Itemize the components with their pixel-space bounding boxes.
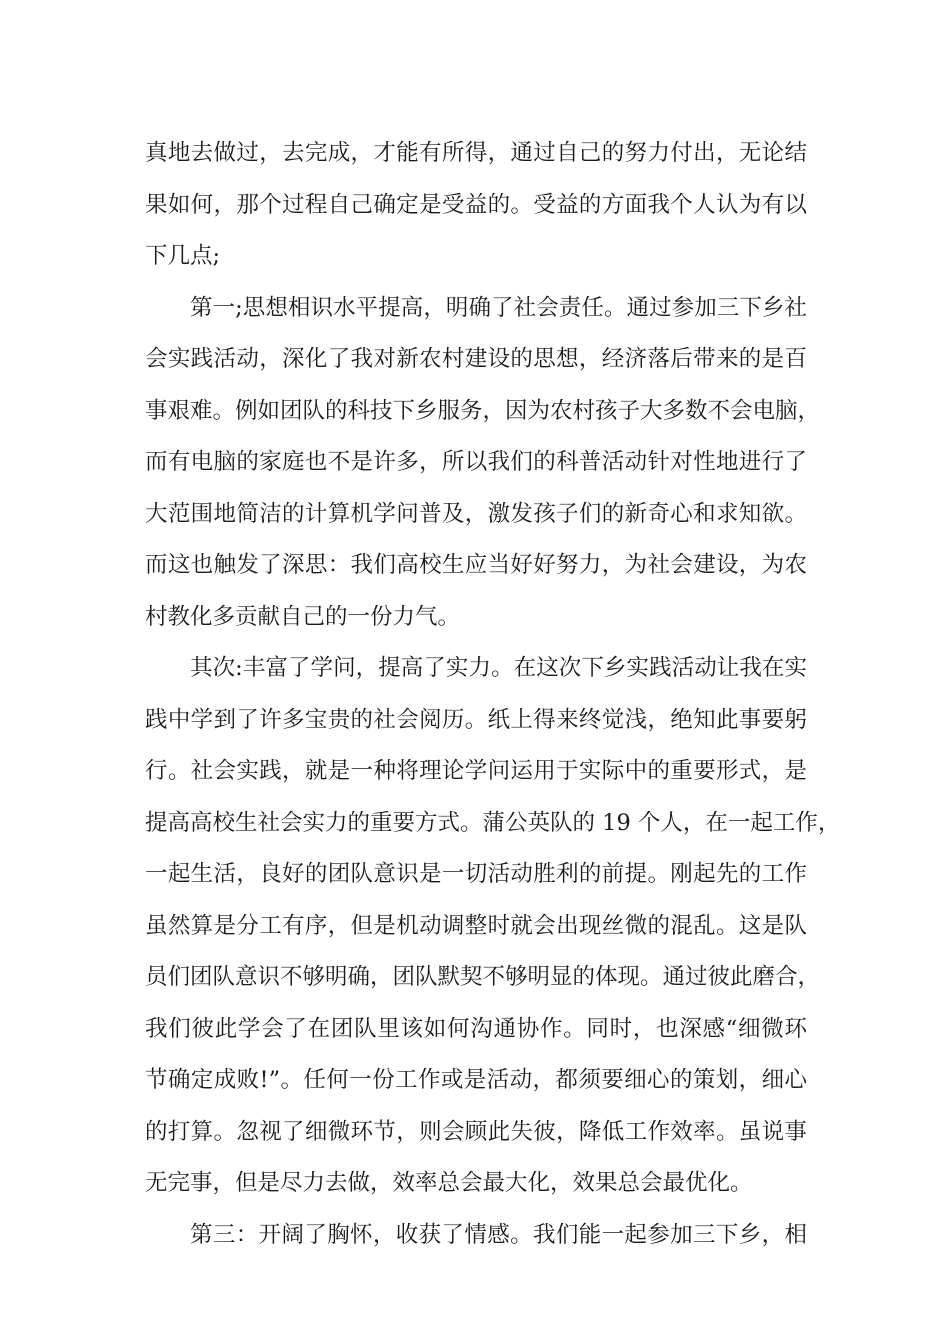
paragraph-first-line: 第三：开阔了胸怀，收获了情感。我们能一起参加三下乡，相 bbox=[190, 1221, 807, 1248]
text-line: 无完事，但是尽力去做，效率总会最大化，效果总会最优化。 bbox=[145, 1170, 753, 1196]
text-line: 村教化多贡献自己的一份力气。 bbox=[145, 603, 461, 630]
text-line: 真地去做过，去完成，才能有所得，通过自己的努力付出，无论结 bbox=[145, 140, 807, 166]
text-line: 大范围地简洁的计算机学问普及，激发孩子们的新奇心和求知欲。 bbox=[145, 500, 807, 527]
text-line: 我们彼此学会了在团队里该如何沟通协作。同时，也深感“细微环 bbox=[145, 1015, 807, 1042]
text-line: 果如何，那个过程自己确定是受益的。受益的方面我个人认为有以 bbox=[145, 191, 807, 218]
text-line: 行。社会实践，就是一种将理论学问运用于实际中的重要形式，是 bbox=[145, 758, 807, 784]
text-line: 提高高校生社会实力的重要方式。蒲公英队的 19 个人，在一起工作， bbox=[145, 809, 841, 836]
body-text bbox=[145, 128, 841, 1261]
text-line: 员们团队意识不够明确，团队默契不够明显的体现。通过彼此磨合， bbox=[145, 964, 821, 990]
paragraph-first-line: 其次:丰富了学问，提高了实力。在这次下乡实践活动让我在实 bbox=[190, 655, 807, 681]
text-line: 践中学到了许多宝贵的社会阅历。纸上得来终觉浅，绝知此事要躬 bbox=[145, 706, 807, 733]
text-line: 而这也触发了深思：我们高校生应当好好努力，为社会建设，为农 bbox=[145, 552, 807, 578]
text-line: 而有电脑的家庭也不是许多，所以我们的科普活动针对性地进行了 bbox=[145, 449, 807, 475]
text-line: 会实践活动，深化了我对新农村建设的思想，经济落后带来的是百 bbox=[145, 346, 807, 372]
text-line: 下几点; bbox=[145, 243, 221, 269]
text-line: 事艰难。例如团队的科技下乡服务，因为农村孩子大多数不会电脑， bbox=[145, 397, 821, 424]
paragraph-first-line: 第一;思想相识水平提高，明确了社会责任。通过参加三下乡社 bbox=[190, 294, 807, 321]
text-line: 节确定成败!”。任何一份工作或是活动，都须要细心的策划，细心 bbox=[145, 1067, 807, 1093]
text-line: 一起生活，良好的团队意识是一切活动胜利的前提。刚起先的工作 bbox=[145, 861, 807, 887]
text-line: 虽然算是分工有序，但是机动调整时就会出现丝微的混乱。这是队 bbox=[145, 912, 807, 939]
text-line: 的打算。忽视了细微环节，则会顾此失彼，降低工作效率。虽说事 bbox=[145, 1118, 807, 1145]
